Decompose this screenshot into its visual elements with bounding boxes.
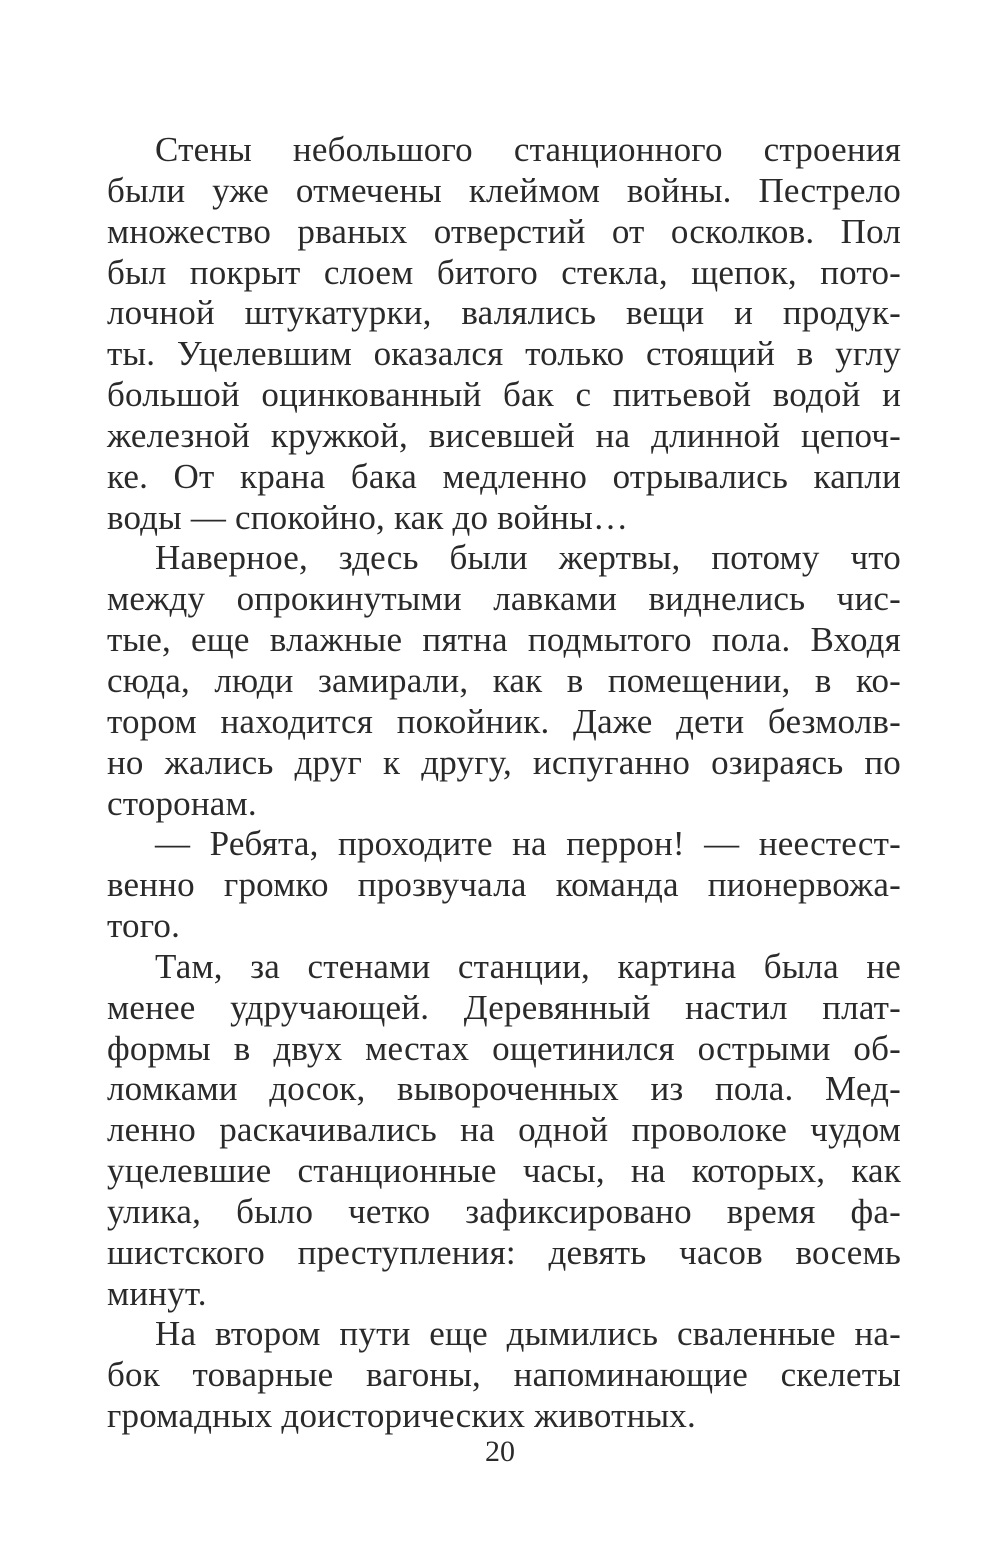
text-line: тором находится покойник. Даже дети безмолв- (107, 701, 901, 741)
text-line: формы в двух местах ощетинился острыми об- (107, 1028, 901, 1068)
page-number: 20 (485, 1435, 515, 1468)
text-line: бок товарные вагоны, напоминающие скелеты (107, 1355, 901, 1395)
text-line: ломками досок, вывороченных из пола. Мед- (107, 1069, 901, 1109)
text-line: Наверное, здесь были жертвы, потому что (155, 538, 901, 578)
text-line: того. (107, 906, 181, 946)
paragraph (107, 824, 901, 947)
paragraph (107, 947, 901, 1315)
text-line: множество рваных отверстий от осколков. Пол (107, 211, 901, 251)
text-line: Там, за стенами станции, картина была не (155, 946, 901, 986)
paragraph (107, 538, 901, 824)
text-line: ты. Уцелевшим оказался только стоящий в углу (107, 334, 901, 374)
text-line: железной кружкой, висевшей на длинной цепоч- (107, 415, 901, 455)
text-line: были уже отмечены клеймом войны. Пестрело (107, 170, 901, 210)
text-line: улика, было четко зафиксировано время фа- (107, 1191, 901, 1231)
text-line: лочной штукатурки, валялись вещи и продук- (107, 293, 901, 333)
text-line: уцелевшие станционные часы, на которых, как (107, 1151, 901, 1191)
text-line: ке. От крана бака медленно отрывались капли (107, 456, 901, 496)
paragraph (107, 130, 901, 538)
text-line: большой оцинкованный бак с питьевой водой и (107, 375, 901, 415)
text-line: между опрокинутыми лавками виднелись чис- (107, 579, 901, 619)
text-line: венно громко прозвучала команда пионервожа- (107, 865, 901, 905)
text-line: сторонам. (107, 783, 257, 823)
text-line: но жались друг к другу, испуганно озираясь по (107, 742, 901, 782)
text-line: ленно раскачивались на одной проволоке чудом (107, 1110, 901, 1150)
paragraph (107, 1314, 901, 1437)
text-line: — Ребята, проходите на перрон! — неестест- (155, 824, 901, 864)
text-line: громадных доисторических животных. (107, 1396, 696, 1436)
text-line: сюда, люди замирали, как в помещении, в ко- (107, 660, 901, 700)
text-line: был покрыт слоем битого стекла, щепок, пото- (107, 252, 901, 292)
text-line: воды — спокойно, как до войны… (107, 497, 629, 537)
text-line: тые, еще влажные пятна подмытого пола. Входя (107, 620, 901, 660)
text-line: минут. (107, 1273, 207, 1313)
body-text (107, 130, 901, 1437)
text-line: На втором пути еще дымились сваленные на- (155, 1314, 901, 1354)
text-line: шистского преступления: девять часов восемь (107, 1232, 901, 1272)
text-line: Стены небольшого станционного строения (155, 130, 901, 169)
text-line: менее удручающей. Деревянный настил плат- (107, 987, 901, 1027)
